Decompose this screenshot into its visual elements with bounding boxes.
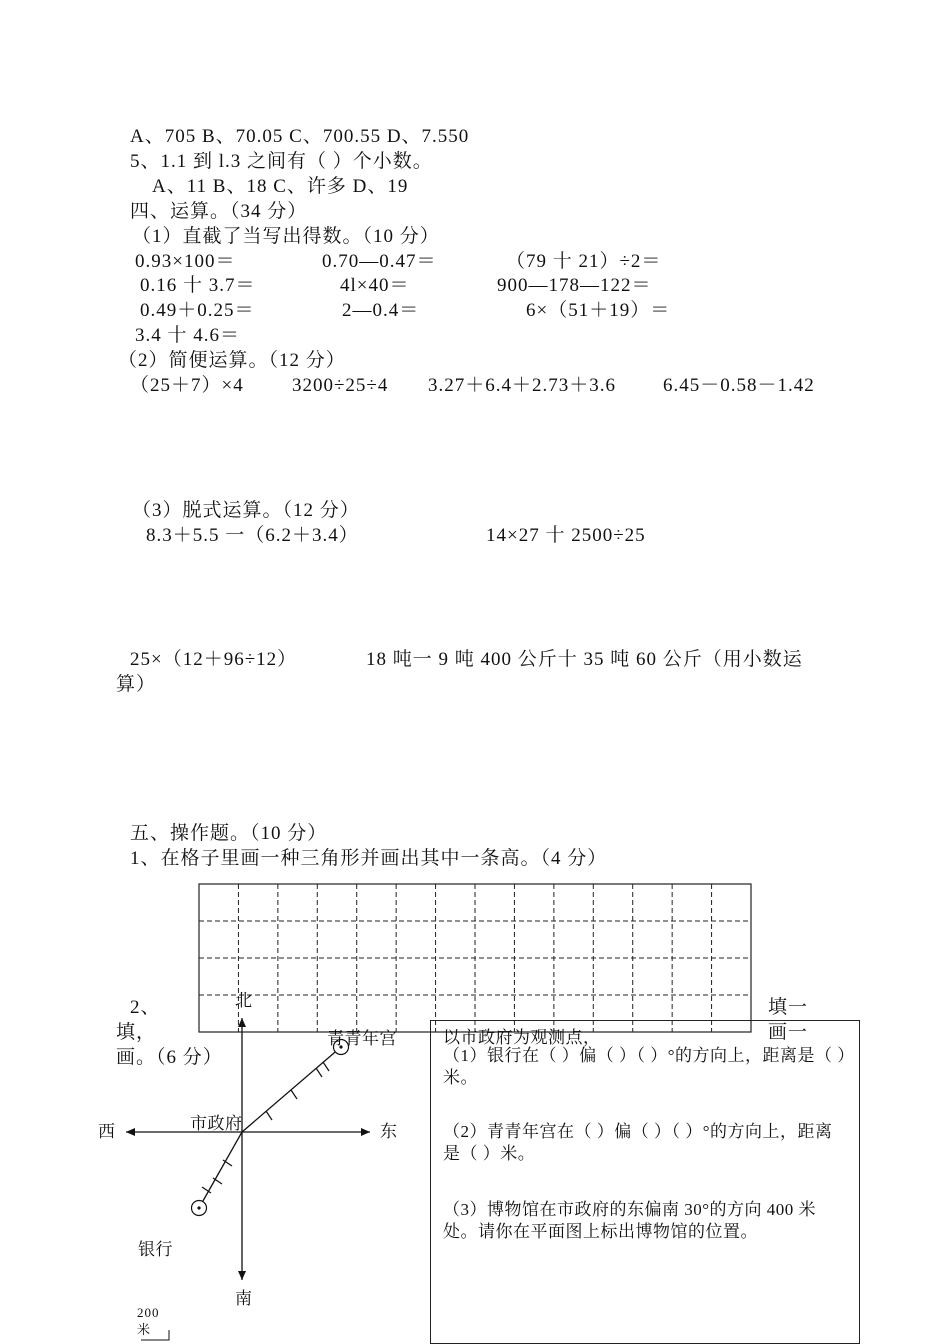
step-calc-item: 25×（12＋96÷12） bbox=[130, 649, 298, 670]
calc-item: 0.70—0.47＝ bbox=[322, 251, 437, 272]
question-box bbox=[430, 1020, 860, 1344]
q5-question: 5、1.1 到 l.3 之间有（ ）个小数。 bbox=[130, 151, 433, 172]
box-intro: 以市政府为观测点， bbox=[443, 1028, 601, 1047]
simple-calc-item: 3200÷25÷4 bbox=[292, 375, 389, 396]
operation-q2-draw-right: 画一 bbox=[768, 1022, 809, 1043]
operation-q2-fill: 填， bbox=[116, 1022, 157, 1043]
calc-item: 6×（51＋19）＝ bbox=[526, 300, 671, 321]
city-government-label: 市政府 bbox=[190, 1114, 243, 1133]
step-calc-item-continued: 算） bbox=[116, 674, 157, 695]
section-4-title: 四、运算。（34 分） bbox=[130, 201, 308, 222]
q4-options: A、705 B、70.05 C、700.55 D、7.550 bbox=[130, 126, 470, 147]
simple-calc-item: 3.27＋6.4＋2.73＋3.6 bbox=[428, 375, 617, 396]
operation-q2-fill-right: 填一 bbox=[768, 997, 809, 1018]
calc-item: 3.4 十 4.6＝ bbox=[135, 325, 241, 346]
youth-palace-ticks bbox=[266, 1062, 329, 1120]
simple-calc-item: 6.45－0.58－1.42 bbox=[663, 375, 815, 396]
operation-q2-number: 2、 bbox=[130, 997, 161, 1018]
south-label: 南 bbox=[235, 1289, 253, 1308]
part-2-title: （2）简便运算。（12 分） bbox=[118, 350, 346, 371]
calc-item: （79 十 21）÷2＝ bbox=[506, 251, 662, 272]
operation-q1: 1、在格子里画一种三角形并画出其中一条高。（4 分） bbox=[130, 848, 608, 869]
part-3-title: （3）脱式运算。（12 分） bbox=[132, 500, 360, 521]
section-5-title: 五、操作题。（10 分） bbox=[130, 823, 328, 844]
operation-q2-draw: 画。（6 分） bbox=[116, 1047, 223, 1068]
step-calc-item: 18 吨一 9 吨 400 公斤十 35 吨 60 公斤（用小数运 bbox=[366, 649, 803, 670]
q5-options: A、11 B、18 C、许多 D、19 bbox=[152, 176, 409, 197]
scale-value: 200 bbox=[137, 1305, 160, 1320]
west-label: 西 bbox=[98, 1122, 116, 1141]
box-q1: （1）银行在（ ）偏（ ）（ ）°的方向上，距离是（ ）米。 bbox=[443, 1046, 847, 1087]
calc-item: 0.93×100＝ bbox=[135, 251, 236, 272]
calc-item: 0.49＋0.25＝ bbox=[140, 300, 255, 321]
calc-item: 2—0.4＝ bbox=[342, 300, 420, 321]
box-q3: （3）博物馆在市政府的东偏南 30°的方向 400 米处。请你在平面图上标出博物馆的位置。 bbox=[443, 1200, 817, 1241]
north-label: 北 bbox=[235, 991, 253, 1010]
calc-item: 900—178—122＝ bbox=[497, 275, 652, 296]
calc-item: 0.16 十 3.7＝ bbox=[140, 275, 256, 296]
simple-calc-item: （25＋7）×4 bbox=[130, 375, 244, 396]
box-q2: （2）青青年宫在（ ）偏（ ）（ ）°的方向上，距离是（ ）米。 bbox=[443, 1122, 833, 1163]
bank-label: 银行 bbox=[138, 1240, 173, 1259]
youth-palace-label: 青青年宫 bbox=[327, 1029, 397, 1048]
east-label: 东 bbox=[380, 1122, 398, 1141]
youth-palace-ray bbox=[242, 1047, 341, 1132]
step-calc-item: 8.3＋5.5 一（6.2＋3.4） bbox=[146, 525, 359, 546]
step-calc-item: 14×27 十 2500÷25 bbox=[486, 525, 646, 546]
bank-ray bbox=[199, 1132, 242, 1208]
calc-item: 4l×40＝ bbox=[340, 275, 410, 296]
scale-unit: 米 bbox=[137, 1322, 152, 1337]
part-1-title: （1）直截了当写出得数。（10 分） bbox=[132, 226, 440, 247]
